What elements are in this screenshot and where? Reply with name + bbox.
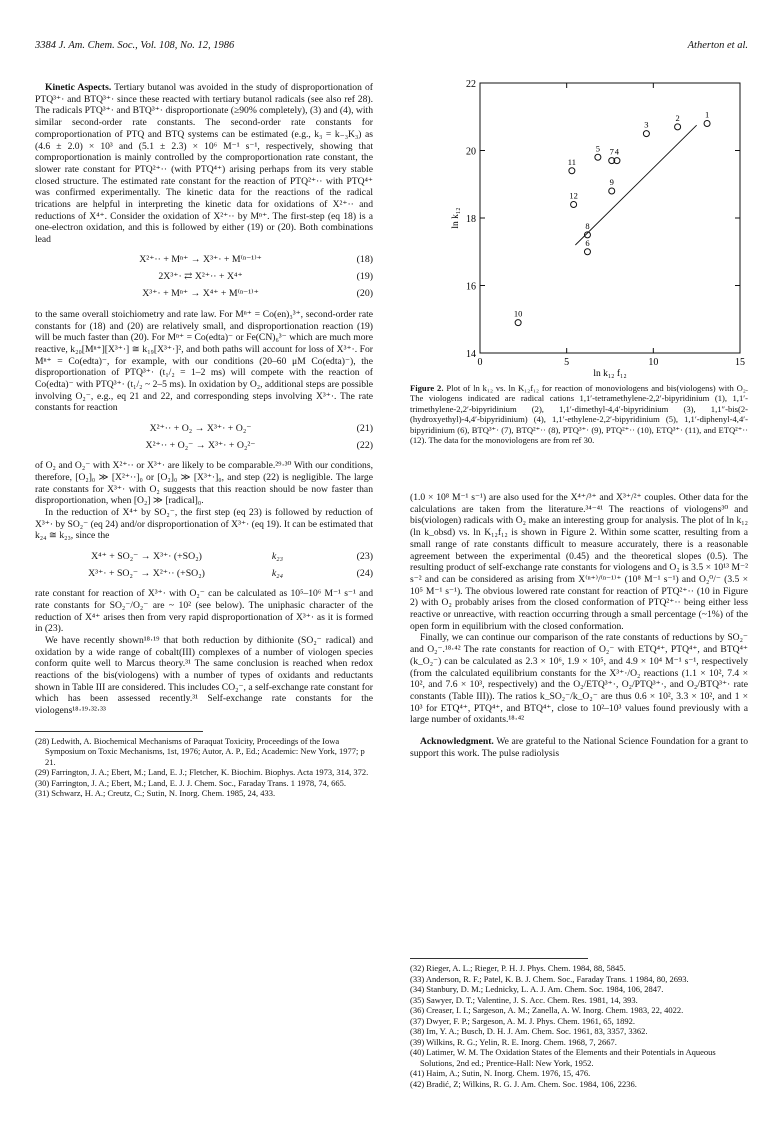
right-column bbox=[410, 492, 748, 759]
reference-list-left bbox=[35, 736, 373, 799]
data-point-label: 2 bbox=[675, 112, 680, 123]
data-point-label: 10 bbox=[513, 308, 523, 319]
equation-number: (24) bbox=[356, 567, 373, 579]
reference-30: (30) Farrington, J. A.; Ebert, M.; Land, E. J. J. Chem. Soc., Faraday Trans. 1 1978, 74, 665. bbox=[35, 777, 346, 788]
data-point bbox=[584, 249, 590, 255]
equation-18 bbox=[35, 252, 373, 269]
equation-number: (23) bbox=[356, 550, 373, 562]
data-point bbox=[571, 202, 577, 208]
equation-group-21-22 bbox=[35, 420, 373, 454]
x-axis-label: ln k₁₂ f₁₂ bbox=[593, 369, 627, 379]
equation-body: X³⁺· + Mⁿ⁺ → X⁴⁺ + M⁽ⁿ⁻¹⁾⁺ bbox=[142, 288, 259, 300]
equation-body: X²⁺·· + Mⁿ⁺ → X³⁺· + M⁽ⁿ⁻¹⁾⁺ bbox=[139, 254, 262, 266]
data-point-label: 6 bbox=[585, 237, 590, 248]
running-header-right: Atherton et al. bbox=[687, 40, 748, 51]
data-point bbox=[675, 124, 681, 130]
reference-29: (29) Farrington, J. A.; Ebert, M.; Land, E. J.; Fletcher, K. Biochim. Biophys. Acta 1973, 314, 372. bbox=[35, 767, 369, 778]
paragraph-kinetic-aspects bbox=[35, 82, 373, 246]
y-tick-label: 16 bbox=[466, 281, 476, 293]
data-point-label: 3 bbox=[644, 119, 649, 130]
acknowledgment-heading: Acknowledgment. bbox=[420, 736, 494, 748]
y-tick-label: 18 bbox=[466, 214, 476, 225]
equation-24 bbox=[35, 565, 373, 582]
equation-23 bbox=[35, 548, 373, 565]
reference-32: (32) Rieger, A. L.; Rieger, P. H. J. Phys. Chem. 1984, 88, 5845. bbox=[410, 963, 626, 973]
equation-number: (20) bbox=[356, 288, 373, 300]
footnote-rule bbox=[410, 958, 588, 959]
equation-number: (19) bbox=[356, 271, 373, 283]
data-point bbox=[704, 121, 710, 127]
paragraph-text: Tertiary butanol was avoided in the study of disproportionation of PTQ³⁺· and BTQ³⁺· since these reacted with tertiary butanol radicals (see also ref 28). The radicals PTQ³⁺· and BTQ³⁺· disproportionate (≥90% completely), (3) and (4), with similar second-order rate constants. The second-order rate constants for comproportionation of PTQ and BTQ systems can be estimated (e.g., k₃ = k₋₃K₃) as (4.6 ± 2.0) × 10³ and (5.1 ± 2.3) × 10⁶ M⁻¹ s⁻¹, respectively, showing that comproportionation is mainly controlled by the comproportionation rate constant, the slower rate constant for PTQ²⁺·· (with PTQ⁴⁺) arising perhaps from its very stable closed structure. The estimated rate constant for the reaction of PTQ²⁺·· with PTQ⁴⁺ was confirmed experimentally. The kinetic data for the reactions of the radical trications are helpful in interpreting the kinetic data for oxidations of X²⁺·· and reductions of X⁴⁺. Consider the oxidation of X²⁺·· by Mⁿ⁺. The first-step (eq 18) is a one-electron oxidation, and this is followed by either (19) or (20). Both combinations lead bbox=[35, 82, 373, 246]
y-tick-label: 14 bbox=[466, 349, 476, 360]
equation-20 bbox=[35, 286, 373, 303]
figure-2-scatter-plot bbox=[415, 75, 750, 380]
equation-number: (22) bbox=[356, 439, 373, 451]
rate-constant-label: k₂₄ bbox=[271, 567, 283, 579]
data-point-label: 12 bbox=[569, 190, 578, 201]
reference-34: (34) Stanbury, D. M.; Lednicky, L. A. J. Am. Chem. Soc. 1984, 106, 2847. bbox=[410, 984, 664, 994]
figure-label: Figure 2. bbox=[410, 383, 444, 393]
equation-body: 2X³⁺· ⇄ X²⁺·· + X⁴⁺ bbox=[158, 271, 243, 283]
data-point bbox=[515, 320, 521, 326]
paragraph-o2-comparison: of O₂ and O₂⁻ with X²⁺·· or X³⁺· are likely to be comparable.²⁹·³⁰ With our conditions, therefore, [O₂]₀ ≫ [X²⁺··]₀ or [O₂]₀ ≫ [X³⁺·]₀, and step (22) is negligible. The large rate constants for X³⁺· with O₂ suggests that this reaction should be now faster than disproportionation, when [O₂] ≫ [radical]₀. bbox=[35, 460, 373, 507]
fit-line bbox=[575, 125, 696, 245]
paragraph-uniphasic: rate constant for reaction of X³⁺· with O₂⁻ can be calculated as 10⁵–10⁶ M⁻¹ s⁻¹ and rate constants for SO₂⁻/O₂⁻ are ~ 10² (see below). The uniphasic character of the reduction of X⁴⁺ arises then from very rapid disproportionation of X³⁺· as it is formed in (23). bbox=[35, 588, 373, 635]
equation-body: X³⁺· + SO₂⁻ → X²⁺·· (+SO₂) bbox=[88, 567, 205, 579]
data-point-label: 5 bbox=[595, 143, 600, 154]
data-point-label: 9 bbox=[609, 177, 614, 187]
data-point bbox=[643, 131, 649, 137]
x-tick-label: 0 bbox=[477, 357, 483, 368]
y-tick-label: 22 bbox=[466, 79, 476, 90]
x-tick-label: 5 bbox=[564, 357, 570, 368]
data-point-label: 7 bbox=[609, 146, 614, 157]
equation-22 bbox=[35, 437, 373, 454]
equation-group-18-20 bbox=[35, 252, 373, 303]
reference-41: (41) Haim, A.; Sutin, N. Inorg. Chem. 1976, 15, 476. bbox=[410, 1068, 591, 1078]
reference-28: (28) Ledwith, A. Biochemical Mechanisms of Paraquat Toxicity, Proceedings of the Iowa Symposium on Toxic Mechanisms, 1st, 1976; Autor, A. P., Ed.; Academic: New York, 1977; p 21. bbox=[35, 735, 365, 767]
reference-35: (35) Sawyer, D. T.; Valentine, J. S. Acc. Chem. Res. 1981, 14, 393. bbox=[410, 994, 638, 1005]
reference-39: (39) Wilkins, R. G.; Yelin, R. E. Inorg. Chem. 1968, 7, 2667. bbox=[410, 1036, 617, 1047]
paragraph-rate-law: to the same overall stoichiometry and rate law. For Mⁿ⁺ = Co(en)₃³⁺, second-order rate constants for (18) and (20) are relatively small, and disproportionation reaction (19) will be much faster than (20). For Mⁿ⁺ = Co(edta)⁻ or Fe(CN)₆³⁻ which are much more reactive, k₂₀[Mⁿ⁺][X³⁺·] ≅ k₁₉[X³⁺·]², and both paths will account for loss of X³⁺·. For Mⁿ⁺ = Co(edta)⁻, for example, with our conditions (20–60 μM Co(edta)⁻), the disproportionation of PTQ³⁺· (t₁/₂ = 1–2 ms) will compete with the reaction of Co(edta)⁻ with PTQ³⁺· (t₁/₂ ~ 2–5 ms). In oxidation by O₂, additional steps are possible involving O₂⁻, e.g., eq 21 and 22, and corresponding steps involving X³⁺·. The rate constants for reaction bbox=[35, 308, 373, 414]
y-axis-label: ln k₁₂ bbox=[451, 207, 461, 229]
caption-text: Plot of ln k₁₂ vs. ln K₁₂f₁₂ for reaction of monoviologens and bis(viologens) with O₂. The viologens indicated are radical cations 1,1′-tetramethylene-2,2′-bipyridinium (1), 1,1′-trimethylene-2,2′-bipyridinium (2), 1,1′-dimethyl-4,4′-bipyridinium (3), 1,1″-bis(2-(hydroxyethyl)-4,4′-bipyridinium) (4), 1,1′-ethylene-2,2′-bipyridinium (5), 1,1′-diphenyl-4,4′-bipyridinium (6), BTQ³⁺· (7), BTQ²⁺·· (8), PTQ³⁺· (9), PTQ²⁺·· (10), ETQ³⁺· (11), and ETQ²⁺·· (12). The data for the monoviologens are from ref 30. bbox=[410, 383, 748, 446]
paragraph-viologen-analysis: (1.0 × 10⁸ M⁻¹ s⁻¹) are also used for the X⁴⁺/³⁺ and X³⁺/²⁺ couples. Other data for the calculations are taken from the literature.³⁴⁻⁴¹ The reactions of viologens³⁰ and bis(viologen) radicals with O₂ make an interesting group for analysis. The plot of ln k₁₂ (ln k_obsd) vs. ln K₁₂f₁₂ is shown in Figure 2. Within some scatter, resulting from a small range of rate constants difficult to measure accurately, there is a reasonable agreement between the experimental (0.45) and the theoretical slopes (0.5). The resulting product of self-exchange rate constants for viologens and O₂ is 3.5 × 10¹³ M⁻² s⁻² and can be considered as arising from X⁽ⁿ⁺⁾/⁽ⁿ⁻¹⁾⁺ (10⁸ M⁻¹ s⁻¹) and O₂⁰/⁻ (3.5 × 10⁵ M⁻¹ s⁻¹). The obvious lowered rate constant for reaction of PTQ²⁺·· (10 in Figure 2) with O₂ probably arises from the closed conformation of PTQ²⁺·· being either less reactive or unreactive, with reaction occurring through a small percentage (~1%) of the open form in equilibrium with the closed conformation. bbox=[410, 492, 748, 632]
reference-37: (37) Dwyer, F. P.; Sargeson, A. M. J. Phys. Chem. 1961, 65, 1892. bbox=[410, 1015, 636, 1026]
reference-list-right bbox=[410, 958, 748, 1089]
left-column bbox=[35, 82, 373, 799]
data-point bbox=[595, 154, 601, 160]
figure-2-caption bbox=[410, 383, 748, 445]
paragraph-acknowledgment bbox=[410, 736, 748, 759]
reference-36: (36) Creaser, I. I.; Sargeson, A. M.; Zanella, A. W. Inorg. Chem. 1983, 22, 4022. bbox=[410, 1005, 684, 1015]
reference-42: (42) Bradić, Z; Wilkins, R. G. J. Am. Chem. Soc. 1984, 106, 2236. bbox=[410, 1078, 637, 1089]
data-point-label: 11 bbox=[567, 156, 576, 167]
equation-number: (21) bbox=[356, 422, 373, 434]
reference-33: (33) Anderson, R. F.; Patel, K. B. J. Chem. Soc., Faraday Trans. 1 1984, 80, 2693. bbox=[410, 973, 689, 984]
equation-body: X²⁺·· + O₂ → X³⁺· + O₂⁻ bbox=[149, 422, 252, 434]
reference-38: (38) Im, Y. A.; Busch, D. H. J. Am. Chem. Soc. 1961, 83, 3357, 3362. bbox=[410, 1026, 648, 1036]
equation-body: X²⁺·· + O₂⁻ → X³⁺· + O₂²⁻ bbox=[145, 439, 256, 451]
equation-group-23-24 bbox=[35, 548, 373, 582]
reference-40: (40) Latimer, W. M. The Oxidation States of the Elements and their Potentials in Aqueous Solutions, 2nd ed.; Prentice-Hall: New York, 1952. bbox=[410, 1047, 716, 1068]
data-point bbox=[609, 188, 615, 194]
paragraph-reduction-comparison: Finally, we can continue our comparison of the rate constants of reductions by SO₂⁻ and O₂⁻.¹⁸·⁴² The rate constants for reaction of O₂⁻ with ETQ⁴⁺, PTQ⁴⁺, and BTQ⁴⁺ (k_O₂⁻) can be calculated as 2.3 × 10⁶, 1.9 × 10⁵, and 4.9 × 10⁴ M⁻¹ s⁻¹, respectively (from the calculated equilibrium constants for the X³⁺·/O₂ reactions (1.1 × 10², 7.4 × 10², and 7.6 × 10³, respectively) and the O₂/ETQ³⁺·, O₂/PTQ³⁺·, and O₂/BTQ³⁺· rate constants (Table III)). The ratios k_SO₂⁻/k_O₂⁻ are thus 0.6 × 10², 3.3 × 10², and 1 × 10³ for ETQ⁴⁺, PTQ⁴⁺, and BTQ⁴⁺, close to 10²–10³ values found previously with a large number of oxidants.¹⁸·⁴² bbox=[410, 632, 748, 726]
equation-19 bbox=[35, 269, 373, 286]
running-header-left: 3384 J. Am. Chem. Soc., Vol. 108, No. 12, 1986 bbox=[35, 40, 235, 51]
rate-constant-label: k₂₃ bbox=[271, 550, 283, 562]
paragraph-marcus: We have recently shown¹⁸·¹⁹ that both reduction by dithionite (SO₂⁻ radical) and oxidation by a wide range of cobalt(III) complexes of a number of viologen species conform quite well to Marcus theory.³¹ The same conclusion is reached when redox reactions of the bis(viologens) with a number of types of oxidants and reductants shown in Table III are considered. This includes CO₂⁻, a self-exchange rate constant for which has been assessed recently.³¹ Self-exchange rate constants for the viologens¹⁸·¹⁹·³²·³³ bbox=[35, 634, 373, 717]
equation-21 bbox=[35, 420, 373, 437]
reference-31: (31) Schwarz, H. A.; Creutz, C.; Sutin, N. Inorg. Chem. 1985, 24, 433. bbox=[35, 788, 276, 799]
data-point-label: 4 bbox=[614, 146, 620, 157]
data-point bbox=[569, 168, 575, 174]
data-point-label: 8 bbox=[585, 220, 590, 231]
footnote-rule bbox=[35, 731, 203, 732]
equation-body: X⁴⁺ + SO₂⁻ → X³⁺· (+SO₂) bbox=[91, 550, 202, 562]
x-tick-label: 15 bbox=[735, 357, 745, 368]
paragraph-reduction: In the reduction of X⁴⁺ by SO₂⁻, the first step (eq 23) is followed by reduction of X³⁺· by SO₂⁻ (eq 24) and/or disproportionation of X³⁺· (eq 19). It can be estimated that k₂₄ ≅ k₂₃, since the bbox=[35, 506, 373, 542]
x-tick-label: 10 bbox=[648, 357, 659, 368]
y-tick-label: 20 bbox=[466, 146, 476, 158]
acknowledgment-text: We are grateful to the National Science Foundation for a grant to support this work. The pulse radiolysis bbox=[410, 736, 748, 759]
section-heading: Kinetic Aspects. bbox=[45, 82, 112, 93]
equation-number: (18) bbox=[356, 254, 373, 266]
data-point-label: 1 bbox=[704, 109, 710, 120]
